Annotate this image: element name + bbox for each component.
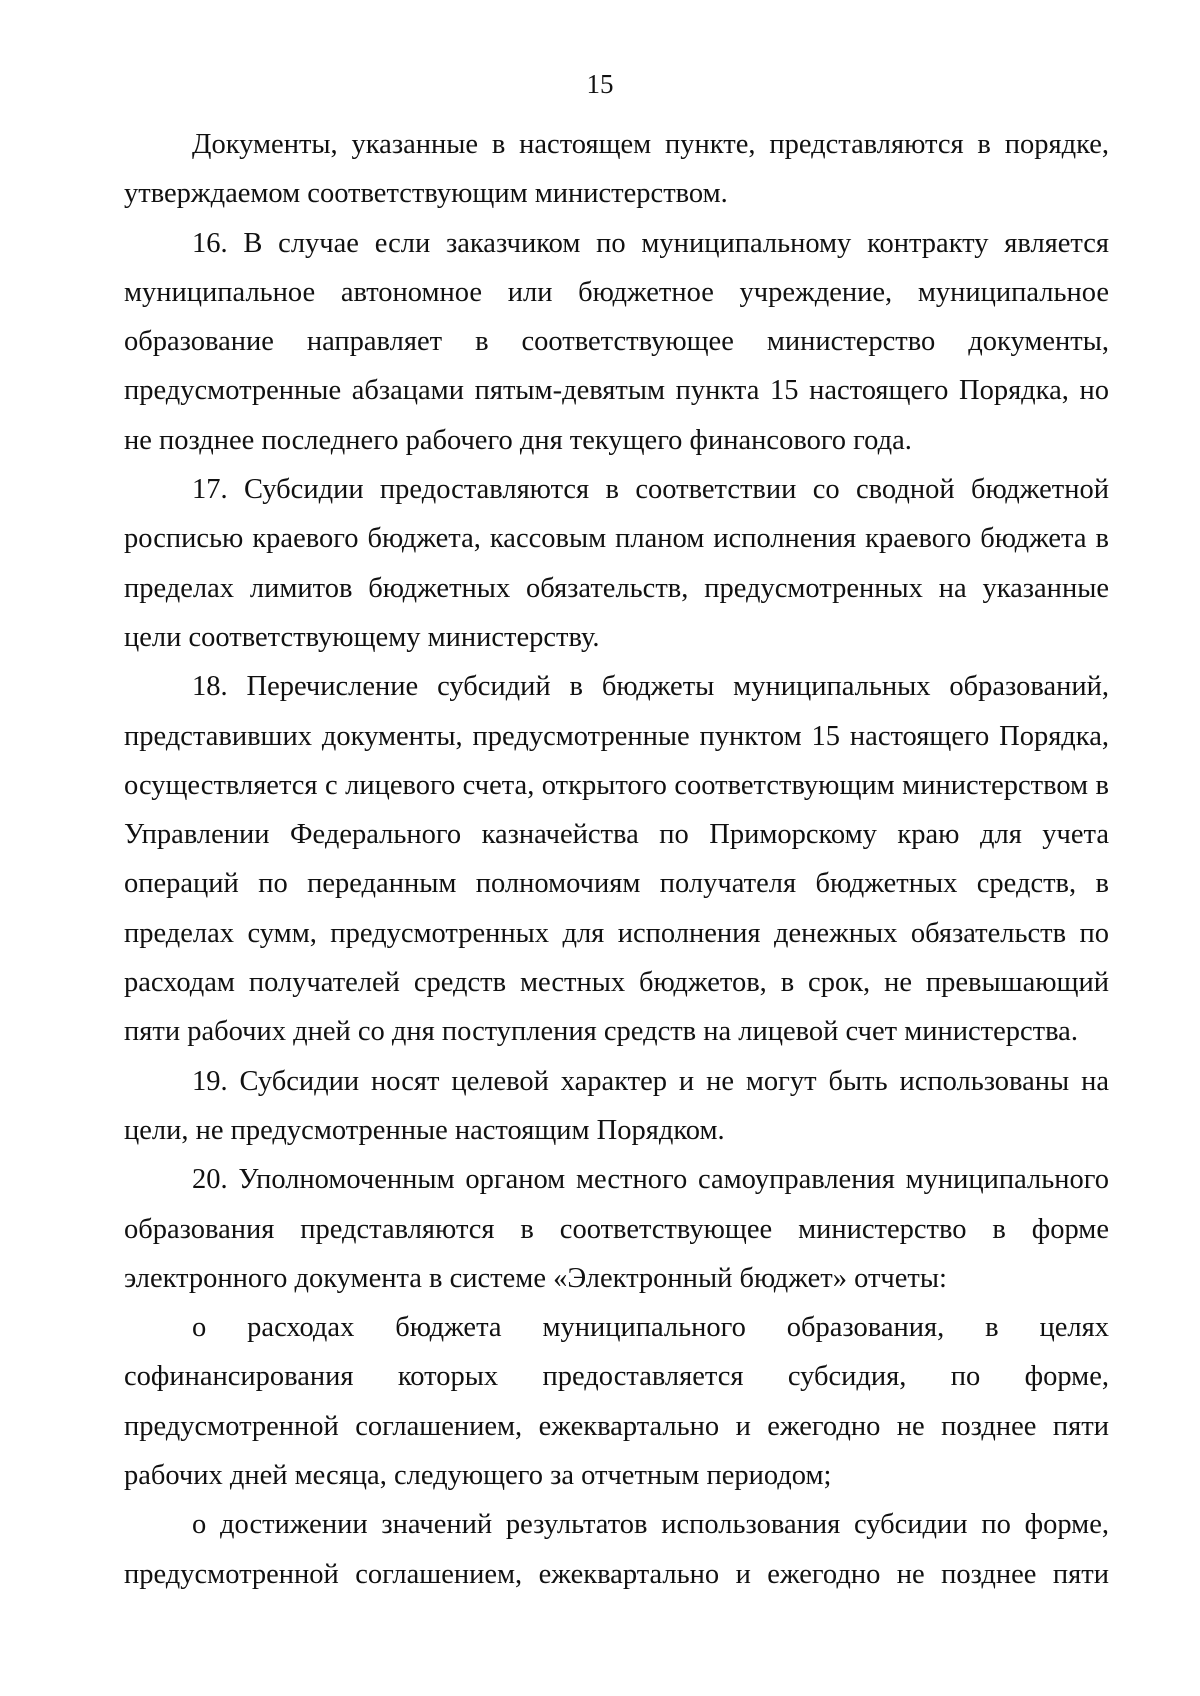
document-body [124, 120, 1109, 1599]
paragraph-results-report: о достижении значений результатов использования субсидии по форме, предусмотренной соглашением, ежеквартально и ежегодно не позднее пяти [124, 1509, 1109, 1590]
page-number: 15 [586, 69, 614, 99]
paragraph-19: 19. Субсидии носят целевой характер и не могут быть использованы на цели, не предусмотренные настоящим Порядком. [124, 1065, 1109, 1146]
paragraph-17: 17. Субсидии предоставляются в соответствии со сводной бюджетной росписью краевого бюджета, кассовым планом исполнения краевого бюджета в пределах лимитов бюджетных обязательств, предусмотренных на указанные цели соответствующему министерству. [124, 474, 1109, 653]
paragraph-16: 16. В случае если заказчиком по муниципальному контракту является муниципальное автономное или бюджетное учреждение, муниципальное образование направляет в соответствующее министерство документы, предусмотренные абзацами пятым-девятым пункта 15 настоящего Порядка, но не позднее последнего рабочего дня текущего финансового года. [124, 227, 1109, 456]
paragraph-expenses-report: о расходах бюджета муниципального образования, в целях софинансирования которых предоставляется субсидия, по форме, предусмотренной соглашением, ежеквартально и ежегодно не позднее пяти рабочих дней месяца, следующего за отчетным периодом; [124, 1312, 1109, 1492]
paragraph-18: 18. Перечисление субсидий в бюджеты муниципальных образований, представивших документы, предусмотренные пунктом 15 настоящего Порядка, осуществляется с лицевого счета, открытого соответствующим министерством в Управлении Федерального казначейства по Приморскому краю для учета операций по переданным полномочиям получателя бюджетных средств, в пределах сумм, предусмотренных для исполнения денежных обязательств по расходам получателей средств местных бюджетов, в срок, не превышающий пяти рабочих дней со дня поступления средств на лицевой счет министерства. [124, 671, 1109, 1048]
paragraph-documents-order: Документы, указанные в настоящем пункте, представляются в порядке, утверждаемом соответствующим министерством. [124, 129, 1109, 210]
paragraph-20: 20. Уполномоченным органом местного самоуправления муниципального образования представляются в соответствующее министерство в форме электронного документа в системе «Электронный бюджет» отчеты: [124, 1164, 1109, 1294]
